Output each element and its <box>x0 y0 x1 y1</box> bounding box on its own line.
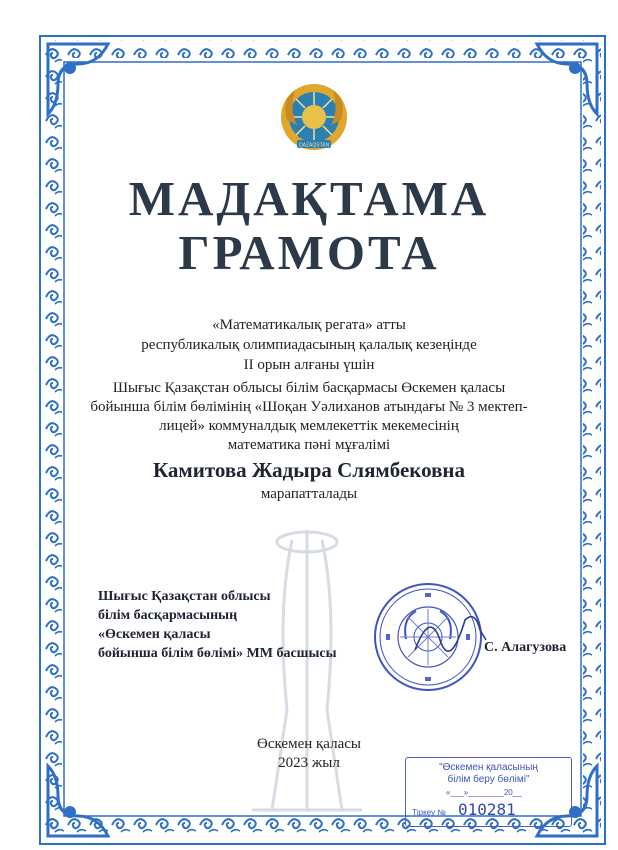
body-line: «Математикалық регата» атты <box>212 317 406 333</box>
stamp-date-line: «___»________20__ <box>446 788 522 797</box>
body-line: Шығыс Қазақстан облысы білім басқармасы Өскемен қаласы <box>112 380 506 396</box>
bayterek-watermark-icon <box>232 520 382 820</box>
signature-line: «Өскемен қаласы <box>98 627 211 642</box>
awarded-text: марапатталады <box>260 486 358 502</box>
body-line: бойынша білім бөлімінің «Шоқан Уәлиханов атындағы № 3 мектеп- <box>90 399 528 415</box>
body-line: математика пәні мұғалімі <box>227 437 391 453</box>
footer-city: Өскемен қаласы <box>257 736 361 752</box>
title-line-2: ГРАМОТА <box>178 225 440 280</box>
signer-name: С. Алагузова <box>484 640 567 655</box>
stamp-reg-number: 010281 <box>458 800 516 819</box>
body-line: республикалық олимпиадасының қалалық кезеңінде <box>141 337 477 353</box>
svg-text:QAZAQSTAN: QAZAQSTAN <box>298 142 330 149</box>
body-line: лицей» коммуналдық мемлекеттік мекемесінің <box>159 418 459 434</box>
kazakhstan-emblem-icon <box>279 80 349 154</box>
stamp-reg-label: Тіркеу № <box>412 808 446 817</box>
body-line: II орын алғаны үшін <box>243 357 375 373</box>
signature-line: бойынша білім бөлімі» ММ басшысы <box>98 646 337 661</box>
title-line-1: МАДАҚТАМА <box>128 171 490 226</box>
signature-scribble-icon <box>410 600 490 660</box>
stamp-line-1: "Өскемен қаласының <box>439 762 538 773</box>
registration-stamp <box>405 757 572 827</box>
recipient-name: Камитова Жадыра Слямбековна <box>152 458 466 482</box>
signature-line: білім басқармасының <box>98 608 238 623</box>
stamp-line-2: білім беру бөлімі" <box>447 774 530 785</box>
footer-year: 2023 жыл <box>278 755 340 771</box>
signature-line: Шығыс Қазақстан облысы <box>98 589 271 604</box>
